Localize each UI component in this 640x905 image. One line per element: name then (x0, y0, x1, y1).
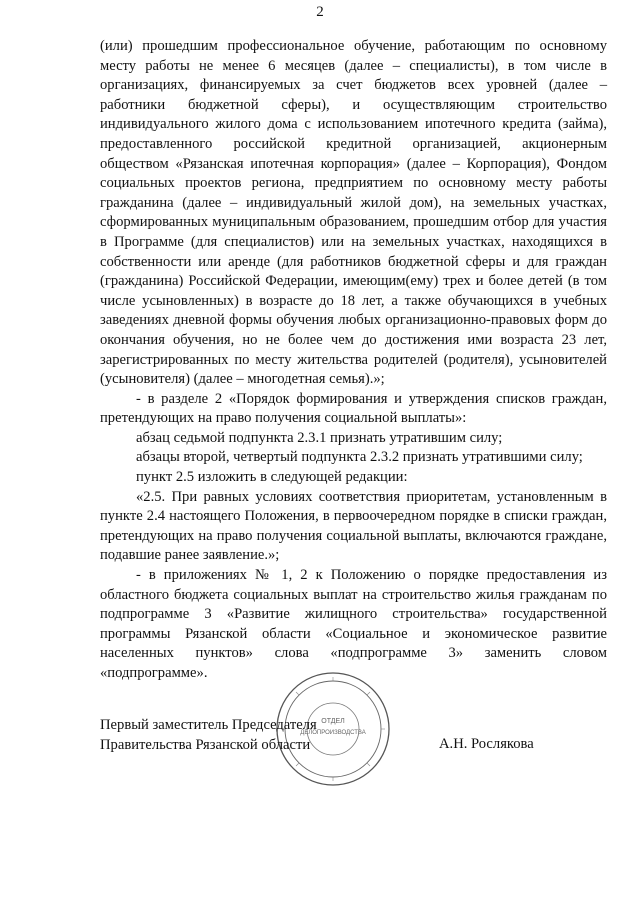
paragraph-continuation: (или) прошедшим профессиональное обучение, работающим по основному месту работы не менее 6 месяцев (далее – специалисты), в том числе в организациях, финансируемых за счет бюджетов всех уровней (далее – работники бюджетной сферы), и осуществляющим строительство индивидуального жилого дома с использованием ипотечного кредита (займа), предоставленного российской кредитной организацией, акционерным обществом «Рязанская ипотечная корпорация» (далее – Корпорация), Фондом социальных проектов региона, предприятием по основному месту работы гражданина (далее – индивидуальный жилой дом), на земельных участках, сформированных муниципальным образованием, прошедшим отбор для участия в Программе (для специалистов) или на земельных участках, находящихся в собственности или аренде (для работников бюджетной сферы и для граждан (гражданина) Российской Федерации, имеющим(ему) трех и более детей (в том числе усыновленных) в возрасте до 18 лет, а также обучающихся в учебных заведениях дневной формы обучения любых организационно-правовых форм до окончания обучения, но не более чем до достижения ими возраста 23 лет, зарегистрированных по месту жительства родителей (родителя), усыновителей (усыновителя) (далее – многодетная семья).»; (100, 38, 607, 388)
document-body (100, 37, 607, 684)
paragraph-2-5-text: «2.5. При равных условиях соответствия приоритетам, установленным в пункте 2.4 настоящего Положения, в первоочередном порядке в списки граждан, претендующих на право получения социальной выплаты, включаются граждане, подавшие ранее заявление.»; (100, 488, 607, 564)
signatory-name: А.Н. Рослякова (439, 736, 534, 752)
page-number: 2 (316, 4, 324, 20)
paragraph-appendices: - в приложениях № 1, 2 к Положению о порядке предоставления из областного бюджета социальных выплат на строительство жилья гражданам по подпрограмме 3 «Развитие жилищного строительства» государственной программы Рязанской области «Социальное и экономическое развитие населенных пунктов» слова «подпрограмме 3» заменить словом «подпрограмме». (100, 567, 607, 681)
signatory-title-line1: Первый заместитель Председателя (100, 717, 317, 733)
stamp-text-1: ОТДЕЛ (321, 718, 345, 725)
signatory-title-line2: Правительства Рязанской области (100, 736, 311, 753)
signatory-title (100, 716, 317, 755)
paragraph-2-3-1: абзац седьмой подпункта 2.3.1 признать утратившим силу; (136, 429, 503, 446)
paragraph-2-3-2: абзацы второй, четвертый подпункта 2.3.2 признать утратившими силу; (136, 449, 583, 466)
paragraph-section-2: - в разделе 2 «Порядок формирования и утверждения списков граждан, претендующих на право получения социальной выплаты»: (100, 390, 607, 427)
paragraph-2-5-intro: пункт 2.5 изложить в следующей редакции: (136, 469, 408, 486)
stamp-text-2: ДЕЛОПРОИЗВОДСТВА (300, 730, 366, 736)
